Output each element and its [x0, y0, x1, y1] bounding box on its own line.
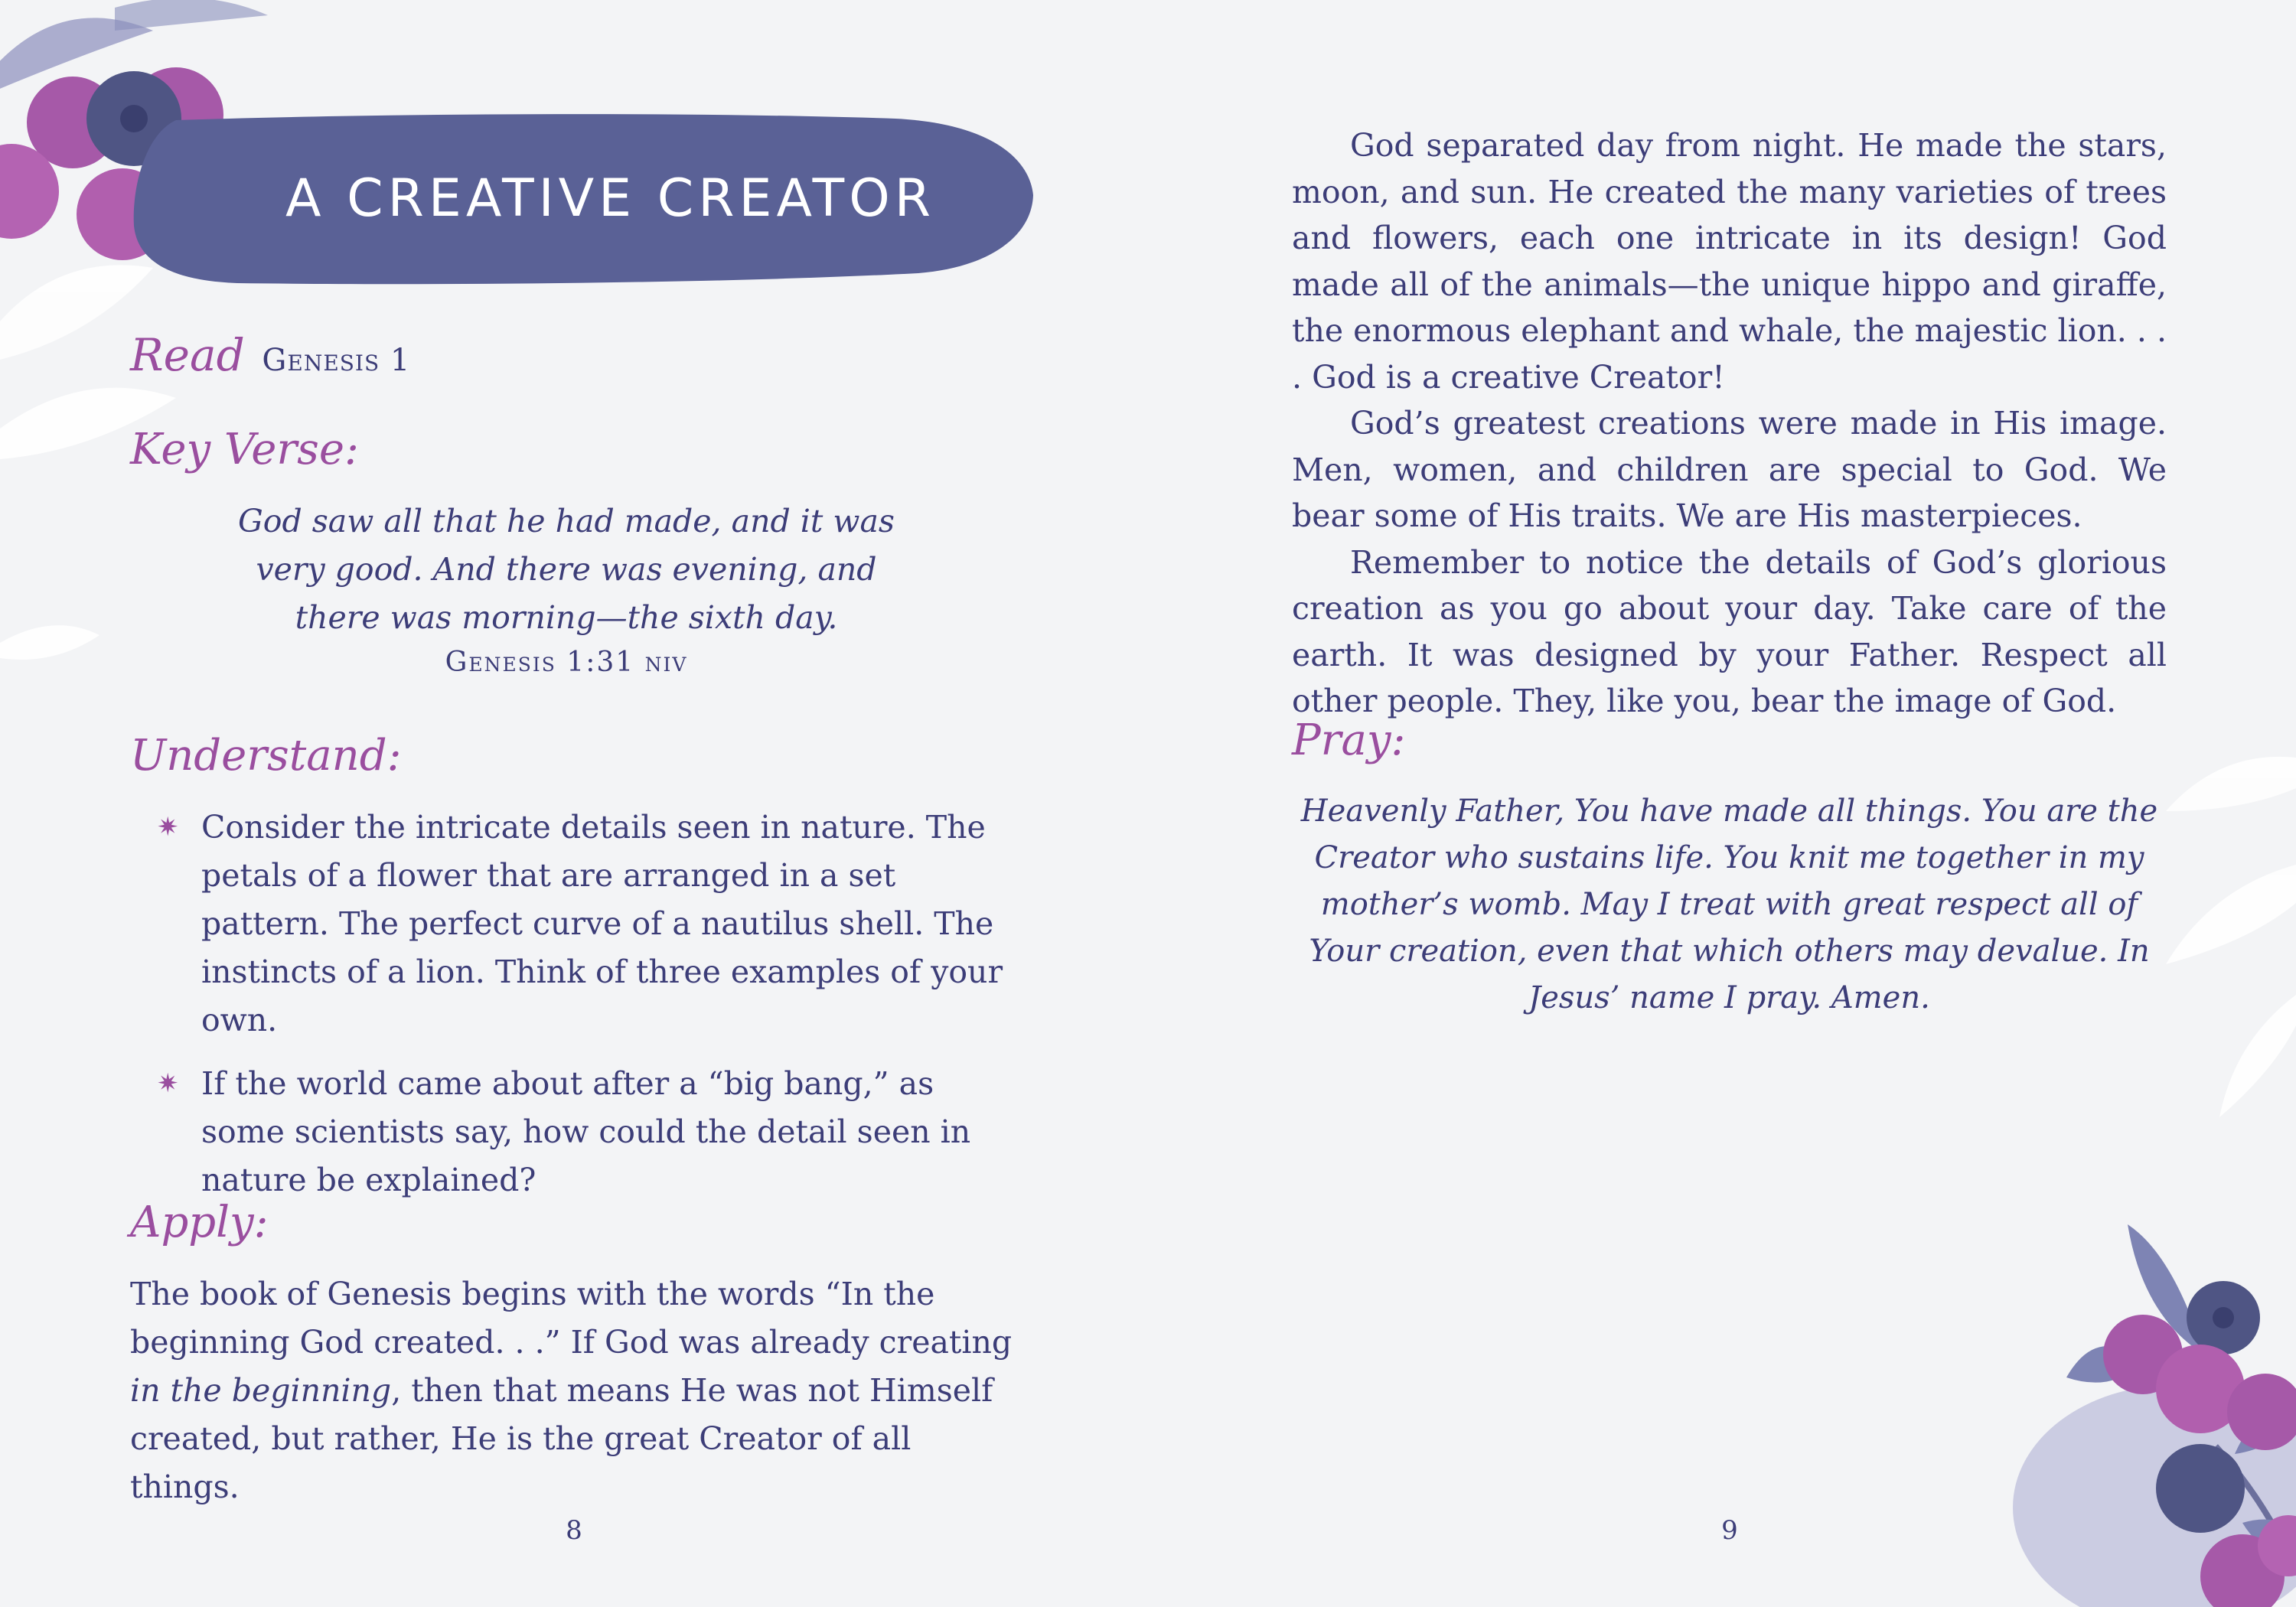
key-verse-heading: Key Verse: [130, 425, 359, 474]
faint-leaf-icon [2166, 757, 2296, 1117]
body-paragraph: God separated day from night. He made the stars, moon, and sun. He created the many varieties of trees and flowers, each one intricate in its design! God made all of the animals—the unique hippo and giraffe, the enormous elephant and whale, the majestic lion. . . . God is a creative Creator! [1292, 127, 2167, 396]
list-item [157, 804, 1014, 1045]
title-banner [130, 111, 1037, 285]
key-verse-text: God saw all that he had made, and it was very good. And there was evening, and there was morning—the sixth day. [238, 503, 895, 636]
apply-text-emphasis: in the beginning [130, 1372, 392, 1409]
page-number-left: 8 [566, 1515, 582, 1546]
apply-paragraph [130, 1270, 1018, 1511]
bullet-star-icon: ✷ [157, 1068, 179, 1099]
understand-heading: Understand: [130, 731, 402, 781]
body-paragraph: Remember to notice the details of God’s glorious creation as you go about your day. Take care of the earth. It was designed by your Father. Respect all other people. They, like you, bear the image of God. [1292, 543, 2167, 719]
list-item-text: If the world came about after a “big bang,” as some scientists say, how could the detail seen in nature be explained? [201, 1065, 971, 1198]
read-reference: Genesis 1 [262, 343, 411, 378]
page-title: A CREATIVE CREATOR [285, 168, 935, 229]
read-line [130, 329, 410, 381]
list-item-text: Consider the intricate details seen in nature. The petals of a flower that are arranged in a set pattern. The perfect curve of a nautilus shell. The instincts of a lion. Think of three examples of your own. [201, 809, 1003, 1038]
read-label: Read [130, 329, 245, 381]
page-number-right: 9 [1721, 1515, 1738, 1546]
apply-heading: Apply: [130, 1198, 269, 1247]
body-paragraph: God’s greatest creations were made in His image. Men, women, and children are special to God. We bear some of His traits. We are His masterpieces. [1292, 405, 2167, 534]
right-page [1148, 0, 2296, 1607]
understand-list [157, 804, 1014, 1220]
apply-text-start: The book of Genesis begins with the words “In the beginning God created. . .” If God was already creating [130, 1276, 1013, 1361]
prayer-text: Heavenly Father, You have made all things. You are the Creator who sustains life. You knit me together in my mother’s womb. May I treat with great respect all of Your creation, even that which others may devalue. In Jesus’ name I pray. Amen. [1300, 794, 2158, 1015]
blueberry-cluster-icon [2013, 1224, 2296, 1607]
list-item [157, 1060, 1014, 1204]
bullet-star-icon: ✷ [157, 812, 179, 843]
apply-text-end: , then that means He was not Himself created, but rather, He is the great Creator of all things. [130, 1372, 993, 1505]
body-text [1292, 122, 2167, 725]
pray-heading: Pray: [1292, 715, 1406, 765]
key-verse-reference: Genesis 1:31 niv [445, 647, 688, 678]
